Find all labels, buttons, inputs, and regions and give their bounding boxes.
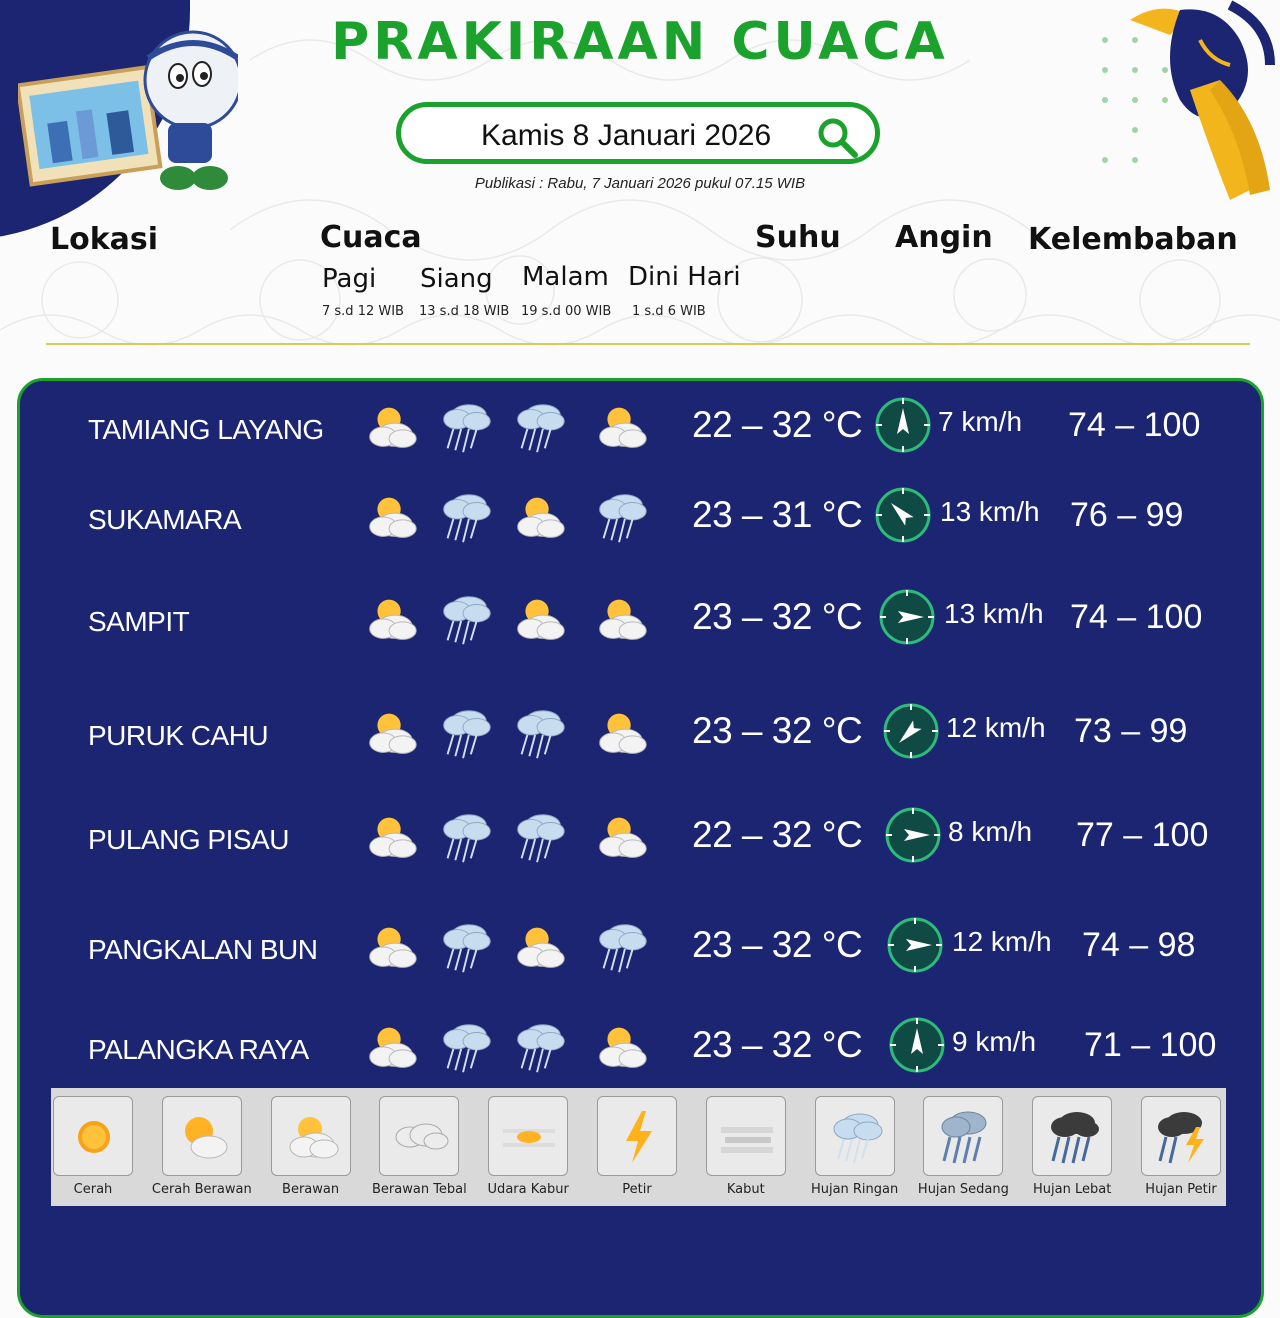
period-time: 7 s.d 12 WIB bbox=[322, 304, 404, 319]
search-icon bbox=[815, 115, 859, 159]
legend-label: Hujan Lebat bbox=[1033, 1182, 1112, 1197]
humidity-range: 71 – 100 bbox=[1084, 1026, 1217, 1064]
berawan-icon bbox=[590, 806, 652, 868]
column-humidity: Kelembaban bbox=[1028, 222, 1238, 257]
location-name: PANGKALAN BUN bbox=[88, 934, 318, 965]
temperature-range: 23 – 32 °C bbox=[692, 924, 863, 965]
hujan-ringan-icon bbox=[434, 396, 496, 458]
publication-info: Publikasi : Rabu, 7 Januari 2026 pukul 07.15 WIB bbox=[474, 175, 806, 192]
location-name: PURUK CAHU bbox=[88, 720, 269, 751]
location-name: TAMIANG LAYANG bbox=[88, 414, 324, 445]
wind-speed: 9 km/h bbox=[952, 1026, 1037, 1057]
period-time: 19 s.d 00 WIB bbox=[521, 304, 612, 319]
humidity-range: 74 – 100 bbox=[1068, 406, 1201, 444]
date-box bbox=[396, 102, 880, 164]
period-time: 13 s.d 18 WIB bbox=[419, 304, 510, 319]
forecast-row bbox=[0, 924, 1280, 1020]
berawan-icon bbox=[590, 396, 652, 458]
wind-compass-icon bbox=[886, 916, 944, 974]
berawan-icon bbox=[590, 1016, 652, 1078]
legend-label: Cerah Berawan bbox=[151, 1182, 252, 1197]
legend-label: Cerah bbox=[73, 1182, 113, 1197]
berawan-icon bbox=[360, 806, 422, 868]
legend-item bbox=[1032, 1096, 1112, 1197]
humidity-range: 74 – 98 bbox=[1082, 926, 1196, 964]
location-name: PALANGKA RAYA bbox=[88, 1034, 309, 1065]
wind-speed: 8 km/h bbox=[948, 816, 1033, 847]
berawan-icon bbox=[360, 396, 422, 458]
forecast-row bbox=[0, 494, 1280, 590]
wind-compass-icon bbox=[878, 588, 936, 646]
wind-speed: 13 km/h bbox=[944, 598, 1044, 629]
legend-item bbox=[271, 1096, 351, 1197]
location-name: SAMPIT bbox=[88, 606, 190, 637]
column-temperature: Suhu bbox=[755, 220, 841, 255]
berawan-tebal-icon bbox=[379, 1096, 459, 1176]
legend-item bbox=[706, 1096, 786, 1197]
wind-speed: 12 km/h bbox=[952, 926, 1052, 957]
hujan-ringan-icon bbox=[434, 1016, 496, 1078]
period-name: Malam bbox=[522, 262, 609, 292]
column-weather: Cuaca bbox=[320, 220, 422, 255]
period-time: 1 s.d 6 WIB bbox=[632, 304, 706, 319]
forecast-row bbox=[0, 596, 1280, 692]
hujan-sedang-icon bbox=[923, 1096, 1003, 1176]
berawan-icon bbox=[590, 702, 652, 764]
column-location: Lokasi bbox=[50, 222, 159, 257]
berawan-icon bbox=[508, 486, 570, 548]
header-divider bbox=[46, 343, 1250, 345]
period-name: Pagi bbox=[322, 264, 377, 294]
hujan-ringan-icon bbox=[508, 702, 570, 764]
hujan-ringan-icon bbox=[590, 486, 652, 548]
legend-item bbox=[1141, 1096, 1221, 1197]
legend-item bbox=[917, 1096, 1009, 1197]
location-name: SUKAMARA bbox=[88, 504, 242, 535]
berawan-icon bbox=[508, 916, 570, 978]
hujan-ringan-icon bbox=[434, 916, 496, 978]
wind-speed: 13 km/h bbox=[940, 496, 1040, 527]
kabut-icon bbox=[706, 1096, 786, 1176]
hujan-petir-icon bbox=[1141, 1096, 1221, 1176]
berawan-icon bbox=[508, 588, 570, 650]
wind-compass-icon bbox=[882, 702, 940, 760]
legend-item bbox=[597, 1096, 677, 1197]
humidity-range: 73 – 99 bbox=[1074, 712, 1188, 750]
legend-item bbox=[151, 1096, 252, 1197]
temperature-range: 22 – 32 °C bbox=[692, 404, 863, 445]
berawan-icon bbox=[360, 588, 422, 650]
berawan-icon bbox=[590, 588, 652, 650]
legend-label: Hujan Petir bbox=[1145, 1182, 1217, 1197]
location-name: PULANG PISAU bbox=[88, 824, 289, 855]
hujan-ringan-icon bbox=[434, 702, 496, 764]
legend-label: Hujan Sedang bbox=[917, 1182, 1009, 1197]
column-wind: Angin bbox=[895, 220, 993, 255]
berawan-icon bbox=[360, 486, 422, 548]
wind-compass-icon bbox=[884, 806, 942, 864]
hujan-ringan-icon bbox=[508, 1016, 570, 1078]
cerah-berawan-icon bbox=[162, 1096, 242, 1176]
forecast-date: Kamis 8 Januari 2026 bbox=[481, 119, 772, 152]
cerah-icon bbox=[53, 1096, 133, 1176]
temperature-range: 23 – 32 °C bbox=[692, 710, 863, 751]
hujan-ringan-icon bbox=[434, 588, 496, 650]
berawan-icon bbox=[271, 1096, 351, 1176]
wind-speed: 12 km/h bbox=[946, 712, 1046, 743]
hujan-ringan-icon bbox=[508, 396, 570, 458]
period-name: Dini Hari bbox=[628, 262, 741, 292]
hujan-ringan-icon bbox=[590, 916, 652, 978]
petir-icon bbox=[597, 1096, 677, 1176]
legend-label: Berawan bbox=[282, 1182, 340, 1197]
legend-item bbox=[810, 1096, 899, 1197]
legend-item bbox=[487, 1096, 569, 1197]
wind-compass-icon bbox=[888, 1016, 946, 1074]
period-name: Siang bbox=[420, 264, 493, 294]
temperature-range: 22 – 32 °C bbox=[692, 814, 863, 855]
hujan-ringan-icon bbox=[434, 806, 496, 868]
humidity-range: 74 – 100 bbox=[1070, 598, 1203, 636]
hujan-ringan-icon bbox=[815, 1096, 895, 1176]
udara-kabur-icon bbox=[488, 1096, 568, 1176]
temperature-range: 23 – 31 °C bbox=[692, 494, 863, 535]
legend-label: Udara Kabur bbox=[487, 1182, 569, 1197]
legend-label: Berawan Tebal bbox=[372, 1182, 467, 1197]
temperature-range: 23 – 32 °C bbox=[692, 1024, 863, 1065]
forecast-row bbox=[0, 710, 1280, 806]
wind-compass-icon bbox=[874, 486, 932, 544]
legend-item bbox=[53, 1096, 133, 1197]
temperature-range: 23 – 32 °C bbox=[692, 596, 863, 637]
berawan-icon bbox=[360, 702, 422, 764]
page-title: PRAKIRAAN CUACA bbox=[331, 12, 949, 72]
legend-label: Hujan Ringan bbox=[810, 1182, 899, 1197]
berawan-icon bbox=[360, 1016, 422, 1078]
humidity-range: 77 – 100 bbox=[1076, 816, 1209, 854]
wind-compass-icon bbox=[874, 396, 932, 454]
hujan-ringan-icon bbox=[508, 806, 570, 868]
hujan-ringan-icon bbox=[434, 486, 496, 548]
berawan-icon bbox=[360, 916, 422, 978]
legend-label: Petir bbox=[622, 1182, 652, 1197]
hujan-lebat-icon bbox=[1032, 1096, 1112, 1176]
forecast-row bbox=[0, 814, 1280, 910]
humidity-range: 76 – 99 bbox=[1070, 496, 1184, 534]
wind-speed: 7 km/h bbox=[938, 406, 1023, 437]
legend-label: Kabut bbox=[726, 1182, 765, 1197]
weather-legend bbox=[51, 1088, 1226, 1206]
legend-item bbox=[372, 1096, 467, 1197]
